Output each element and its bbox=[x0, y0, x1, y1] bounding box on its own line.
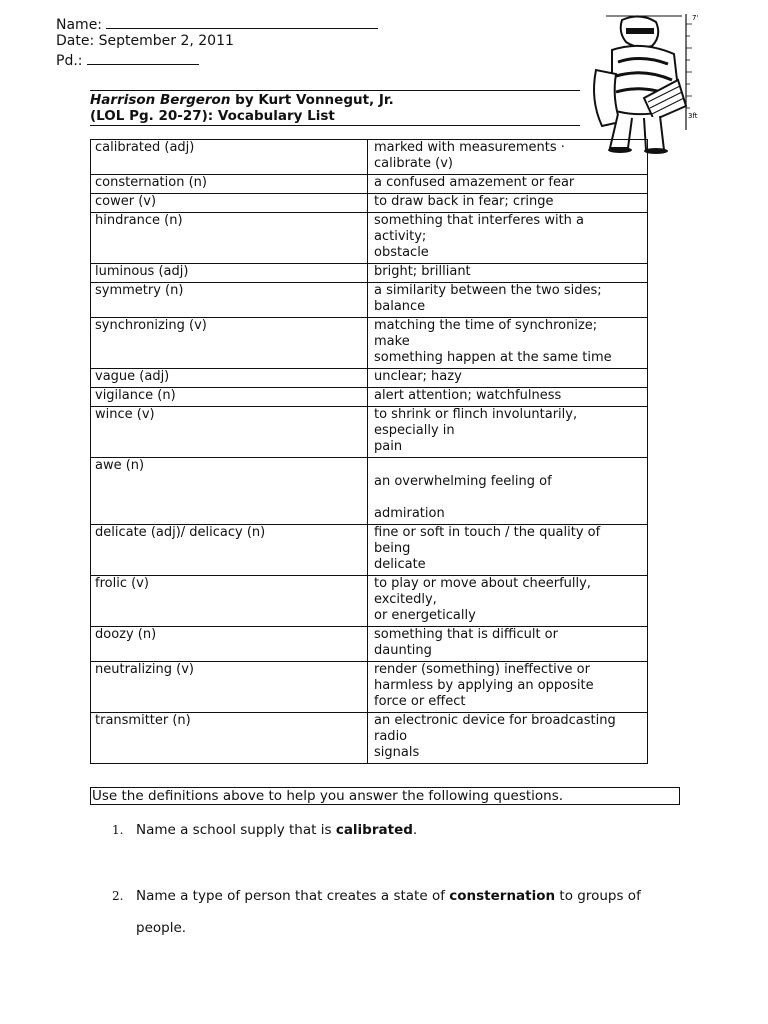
vocab-row bbox=[91, 213, 648, 264]
vocab-term: delicate (adj)/ delicacy (n) bbox=[91, 525, 368, 576]
vocab-row bbox=[91, 662, 648, 713]
period-label: Pd.: bbox=[56, 53, 83, 69]
vocab-definition: an electronic device for broadcasting radio signals bbox=[368, 713, 648, 764]
title-line-2: (LOL Pg. 20-27): Vocabulary List bbox=[90, 108, 335, 124]
vocab-definition: a confused amazement or fear bbox=[368, 175, 648, 194]
vocab-row bbox=[91, 388, 648, 407]
vocab-row bbox=[91, 283, 648, 318]
vocab-definition: bright; brilliant bbox=[368, 264, 648, 283]
vocab-definition: to shrink or flinch involuntarily, especially in pain bbox=[368, 407, 648, 458]
handicapped-man-illustration-icon bbox=[582, 10, 712, 154]
vocab-row bbox=[91, 407, 648, 458]
question-number: 1. bbox=[112, 823, 124, 837]
question-number: 2. bbox=[112, 889, 124, 903]
vocab-row bbox=[91, 194, 648, 213]
vocab-definition: unclear; hazy bbox=[368, 369, 648, 388]
vocab-term: frolic (v) bbox=[91, 576, 368, 627]
story-title: Harrison Bergeron bbox=[90, 92, 231, 108]
vocab-row bbox=[91, 140, 648, 175]
svg-text:3ft: 3ft bbox=[688, 112, 698, 120]
vocab-definition: to draw back in fear; cringe bbox=[368, 194, 648, 213]
vocab-term: doozy (n) bbox=[91, 627, 368, 662]
vocab-definition: alert attention; watchfulness bbox=[368, 388, 648, 407]
vocab-definition: something that is difficult or daunting bbox=[368, 627, 648, 662]
vocab-term: vague (adj) bbox=[91, 369, 368, 388]
instructions-box: Use the definitions above to help you answer the following questions. bbox=[90, 787, 680, 805]
name-label: Name: bbox=[56, 17, 103, 33]
vocab-row bbox=[91, 576, 648, 627]
vocab-definition: a similarity between the two sides; balance bbox=[368, 283, 648, 318]
name-line bbox=[56, 14, 378, 34]
vocab-row bbox=[91, 318, 648, 369]
vocabulary-table-body bbox=[91, 140, 648, 764]
vocab-definition: render (something) ineffective or harmless by applying an opposite force or effect bbox=[368, 662, 648, 713]
svg-text:7': 7' bbox=[692, 14, 699, 22]
vocab-term: vigilance (n) bbox=[91, 388, 368, 407]
vocab-definition: an overwhelming feeling of admiration bbox=[368, 458, 648, 525]
vocab-row bbox=[91, 264, 648, 283]
vocab-term: hindrance (n) bbox=[91, 213, 368, 264]
vocab-row bbox=[91, 525, 648, 576]
vocab-row bbox=[91, 627, 648, 662]
question-1: 1. Name a school supply that is calibrated. bbox=[112, 822, 418, 838]
vocab-row bbox=[91, 458, 648, 525]
vocab-term: neutralizing (v) bbox=[91, 662, 368, 713]
vocab-term: calibrated (adj) bbox=[91, 140, 368, 175]
vocab-term: synchronizing (v) bbox=[91, 318, 368, 369]
question-keyword: calibrated bbox=[335, 822, 413, 838]
vocab-term: awe (n) bbox=[91, 458, 368, 525]
date-label: Date: September 2, 2011 bbox=[56, 33, 234, 49]
date-line bbox=[56, 32, 234, 50]
vocab-definition: fine or soft in touch / the quality of being delicate bbox=[368, 525, 648, 576]
question-2-continuation: people. bbox=[136, 920, 187, 936]
vocab-term: symmetry (n) bbox=[91, 283, 368, 318]
vocab-definition: marked with measurements · calibrate (v) bbox=[368, 140, 648, 175]
question-2: 2. Name a type of person that creates a state of consternation to groups of bbox=[112, 888, 641, 904]
period-line bbox=[56, 50, 199, 70]
vocab-term: cower (v) bbox=[91, 194, 368, 213]
question-keyword: consternation bbox=[449, 888, 556, 904]
vocab-definition: to play or move about cheerfully, excitedly, or energetically bbox=[368, 576, 648, 627]
vocab-row bbox=[91, 175, 648, 194]
title-block bbox=[90, 90, 580, 126]
vocab-definition: matching the time of synchronize; make something happen at the same time bbox=[368, 318, 648, 369]
vocab-row bbox=[91, 369, 648, 388]
vocabulary-table bbox=[90, 139, 648, 764]
title-line-1 bbox=[90, 92, 580, 108]
vocab-term: transmitter (n) bbox=[91, 713, 368, 764]
period-blank[interactable] bbox=[87, 50, 199, 65]
vocab-term: consternation (n) bbox=[91, 175, 368, 194]
story-author: by Kurt Vonnegut, Jr. bbox=[230, 92, 394, 108]
vocab-definition: something that interferes with a activity; obstacle bbox=[368, 213, 648, 264]
name-blank[interactable] bbox=[106, 14, 378, 29]
vocab-term: wince (v) bbox=[91, 407, 368, 458]
vocab-term: luminous (adj) bbox=[91, 264, 368, 283]
vocab-row bbox=[91, 713, 648, 764]
